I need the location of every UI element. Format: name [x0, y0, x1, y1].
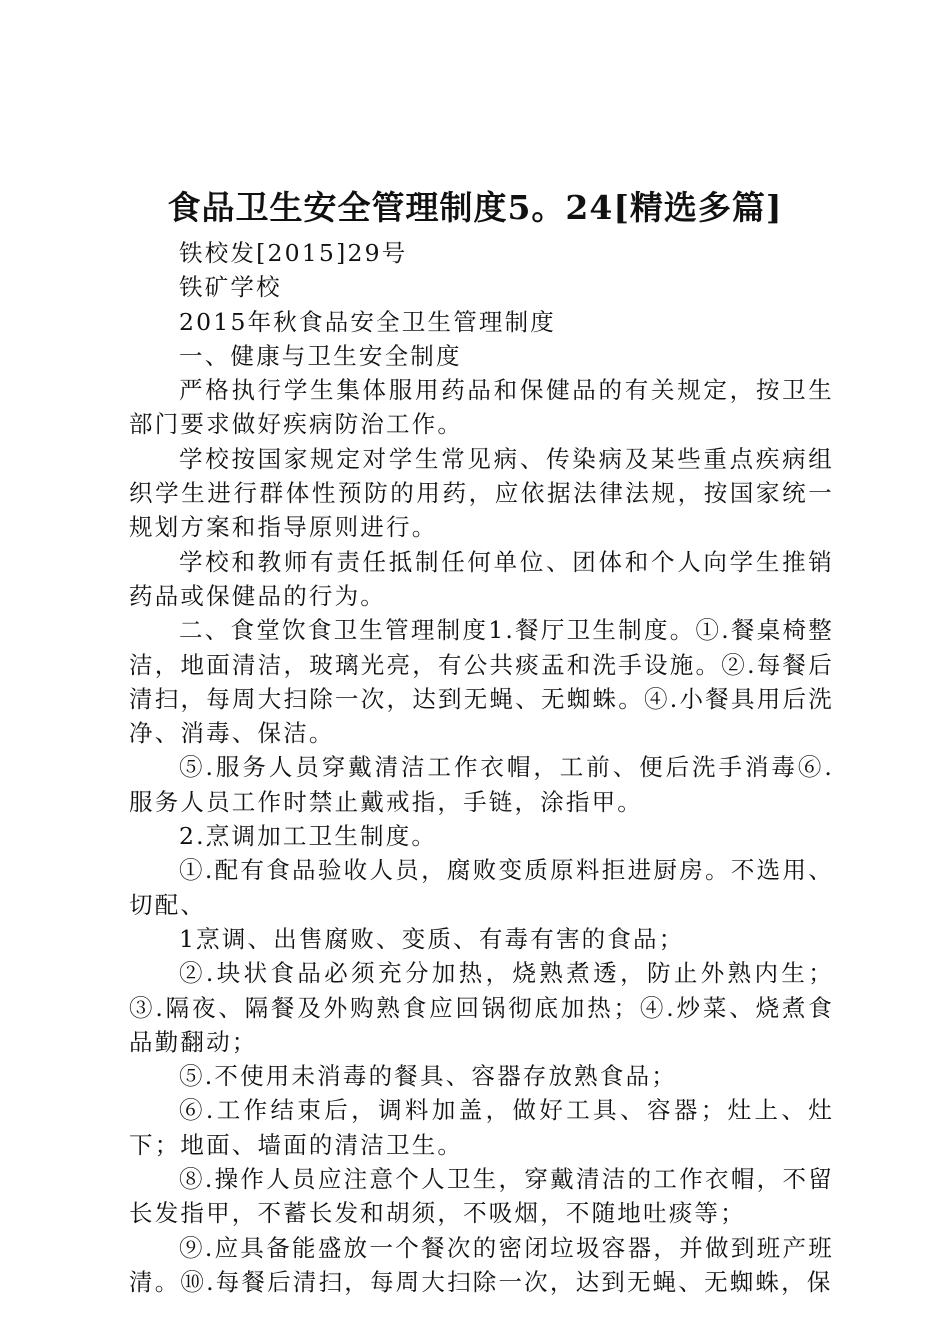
paragraph: ⑧.操作人员应注意个人卫生，穿戴清洁的工作衣帽，不留长发指甲，不蓄长发和胡须，不吸烟，不随地吐痰等； — [129, 1165, 834, 1228]
paragraph: 严格执行学生集体服用药品和保健品的有关规定，按卫生部门要求做好疾病防治工作。 — [129, 376, 834, 439]
paragraph: 学校和教师有责任抵制任何单位、团体和个人向学生推销药品或保健品的行为。 — [129, 547, 834, 610]
paragraph: ⑤.服务人员穿戴清洁工作衣帽，工前、便后洗手消毒⑥.服务人员工作时禁止戴戒指，手链，涂指甲。 — [129, 753, 834, 816]
paragraph: 学校按国家规定对学生常见病、传染病及某些重点疾病组织学生进行群体性预防的用药，应依据法律法规，按国家统一规划方案和指导原则进行。 — [129, 444, 834, 542]
paragraph: 1烹调、出售腐败、变质、有毒有害的食品； — [179, 924, 685, 953]
paragraph: ⑤.不使用未消毒的餐具、容器存放熟食品； — [179, 1062, 677, 1091]
paragraph: ⑥.工作结束后，调料加盖，做好工具、容器；灶上、灶下；地面、墙面的清洁卫生。 — [129, 1096, 834, 1159]
doc-number: 铁校发[2015]29号 — [179, 239, 408, 267]
section-heading-1: 一、健康与卫生安全制度 — [179, 341, 462, 370]
subsection-heading: 2.烹调加工卫生制度。 — [179, 822, 438, 851]
paragraph: ②.块状食品必须充分加热，烧熟煮透，防止外熟内生；③.隔夜、隔餐及外购熟食应回锅彻底加热；④.炒菜、烧煮食品勤翻动； — [129, 959, 834, 1056]
regulation-title: 2015年秋食品安全卫生管理制度 — [179, 307, 557, 336]
paragraph: ①.配有食品验收人员，腐败变质原料拒进厨房。不选用、切配、 — [129, 856, 834, 919]
paragraph: ⑨.应具备能盛放一个餐次的密闭垃圾容器，并做到班产班清。⑩.每餐后清扫，每周大扫除一次，达到无蝇、无蜘蛛，保 — [129, 1233, 834, 1296]
school-name: 铁矿学校 — [179, 273, 282, 302]
section-heading-2: 二、食堂饮食卫生管理制度1.餐厅卫生制度。①.餐桌椅整洁，地面清洁，玻璃光亮，有公共痰盂和洗手设施。②.每餐后清扫，每周大扫除一次，达到无蝇、无蜘蛛。④.小餐具用后洗净、消毒、保洁。 — [129, 616, 834, 748]
document-body — [129, 236, 834, 1299]
document-title: 食品卫生安全管理制度5。24[精选多篇] — [167, 188, 783, 227]
